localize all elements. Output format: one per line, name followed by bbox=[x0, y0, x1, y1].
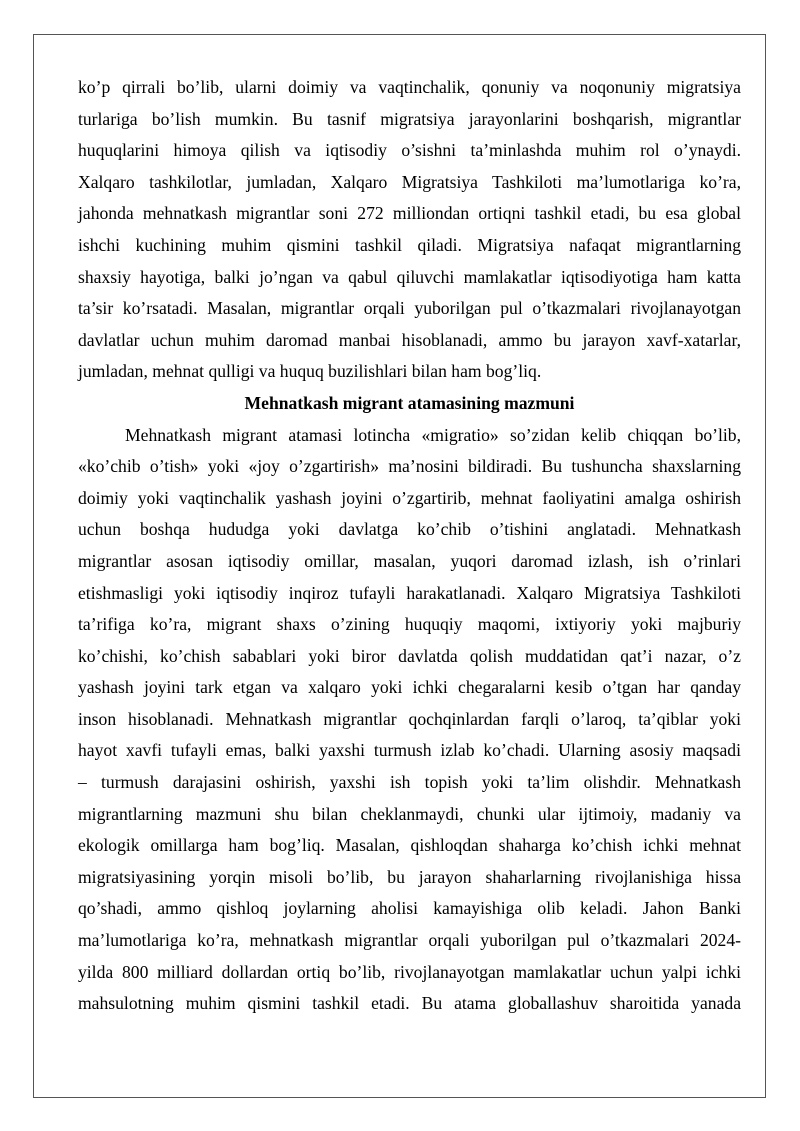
paragraph-line: turlariga bo’lish mumkin. Bu tasnif migratsiya jarayonlarini boshqarish, migrantlar bbox=[78, 108, 741, 129]
paragraph-line: ko’p qirrali bo’lib, ularni doimiy va vaqtinchalik, qonuniy va noqonuniy migratsiya bbox=[78, 77, 741, 97]
paragraph-line: davlatlar uchun muhim daromad manbai hisoblanadi, ammo bu jarayon xavf-xatarlar, bbox=[78, 329, 741, 350]
paragraph-line: shaxsiy hayotiga, balki jo’ngan va qabul qiluvchi mamlakatlar iqtisodiyotiga ham katta bbox=[78, 266, 741, 287]
paragraph-line: ma’lumotlariga ko’ra, mehnatkash migrantlar orqali yuborilgan pul o’tkazmalari 2024- bbox=[78, 930, 741, 951]
paragraph-line: yilda 800 milliard dollardan ortiq bo’lib, rivojlanayotgan mamlakatlar uchun yalpi ichki bbox=[78, 961, 741, 982]
paragraph-line: etishmasligi yoki iqtisodiy inqiroz tufayli harakatlanadi. Xalqaro Migratsiya Tashkiloti bbox=[78, 582, 741, 603]
paragraph-line: yashash joyini tark etgan va xalqaro yoki ichki chegaralarni kesib o’tgan har qanday bbox=[78, 677, 741, 698]
paragraph-line: jahonda mehnatkash migrantlar soni 272 milliondan ortiqni tashkil etadi, bu esa global bbox=[78, 203, 741, 224]
paragraph-line: ishchi kuchining muhim qismini tashkil qiladi. Migratsiya nafaqat migrantlarning bbox=[78, 234, 741, 255]
paragraph-line: Mehnatkash migrant atamasi lotincha «migratio» so’zidan kelib chiqqan bo’lib, bbox=[125, 424, 741, 445]
paragraph-line: qo’shadi, ammo qishloq joylarning aholisi kamayishiga olib keladi. Jahon Banki bbox=[78, 898, 741, 919]
paragraph-line: ta’sir ko’rsatadi. Masalan, migrantlar orqali yuborilgan pul o’tkazmalari rivojlanayotgan bbox=[78, 298, 741, 319]
paragraph-line: mahsulotning muhim qismini tashkil etadi. Bu atama globallashuv sharoitida yanada bbox=[78, 993, 741, 1014]
paragraph-line: migrantlar asosan iqtisodiy omillar, masalan, yuqori daromad izlash, ish o’rinlari bbox=[78, 550, 741, 571]
paragraph-line: migratsiyasining yorqin misoli bo’lib, bu jarayon shaharlarning rivojlanishiga hissa bbox=[78, 866, 741, 887]
paragraph-line: – turmush darajasini oshirish, yaxshi ish topish yoki ta’lim olishdir. Mehnatkash bbox=[78, 772, 741, 793]
paragraph-line: «ko’chib o’tish» yoki «joy o’zgartirish» ma’nosini bildiradi. Bu tushuncha shaxslarning bbox=[78, 456, 741, 477]
document-body bbox=[78, 72, 741, 1020]
paragraph-2 bbox=[78, 420, 741, 1020]
section-heading: Mehnatkash migrant atamasining mazmuni bbox=[244, 392, 575, 413]
paragraph-line: ko’chishi, ko’chish sabablari yoki biror davlatda qolish muddatidan qat’i nazar, o’z bbox=[78, 645, 741, 666]
paragraph-1 bbox=[78, 72, 741, 388]
paragraph-line: Xalqaro tashkilotlar, jumladan, Xalqaro Migratsiya Tashkiloti ma’lumotlariga ko’ra, bbox=[78, 171, 741, 192]
paragraph-line: jumladan, mehnat qulligi va huquq buzilishlari bilan ham bog’liq. bbox=[78, 361, 542, 382]
paragraph-line: huquqlarini himoya qilish va iqtisodiy o’sishni ta’minlashda muhim rol o’ynaydi. bbox=[78, 140, 741, 161]
paragraph-line: uchun boshqa hududga yoki davlatga ko’chib o’tishini anglatadi. Mehnatkash bbox=[78, 519, 741, 540]
paragraph-line: ta’rifiga ko’ra, migrant shaxs o’zining huquqiy maqomi, ixtiyoriy yoki majburiy bbox=[78, 614, 741, 635]
paragraph-line: hayot xavfi tufayli emas, balki yaxshi turmush izlab ko’chadi. Ularning asosiy maqsadi bbox=[78, 740, 741, 761]
paragraph-line: ekologik omillarga ham bog’liq. Masalan, qishloqdan shaharga ko’chish ichki mehnat bbox=[78, 835, 741, 856]
paragraph-line: inson hisoblanadi. Mehnatkash migrantlar qochqinlardan farqli o’laroq, ta’qiblar yoki bbox=[78, 708, 741, 729]
paragraph-line: migrantlarning mazmuni shu bilan cheklanmaydi, chunki ular ijtimoiy, madaniy va bbox=[78, 803, 741, 824]
paragraph-line: doimiy yoki vaqtinchalik yashash joyini o’zgartirib, mehnat faoliyatini amalga oshirish bbox=[78, 487, 741, 508]
